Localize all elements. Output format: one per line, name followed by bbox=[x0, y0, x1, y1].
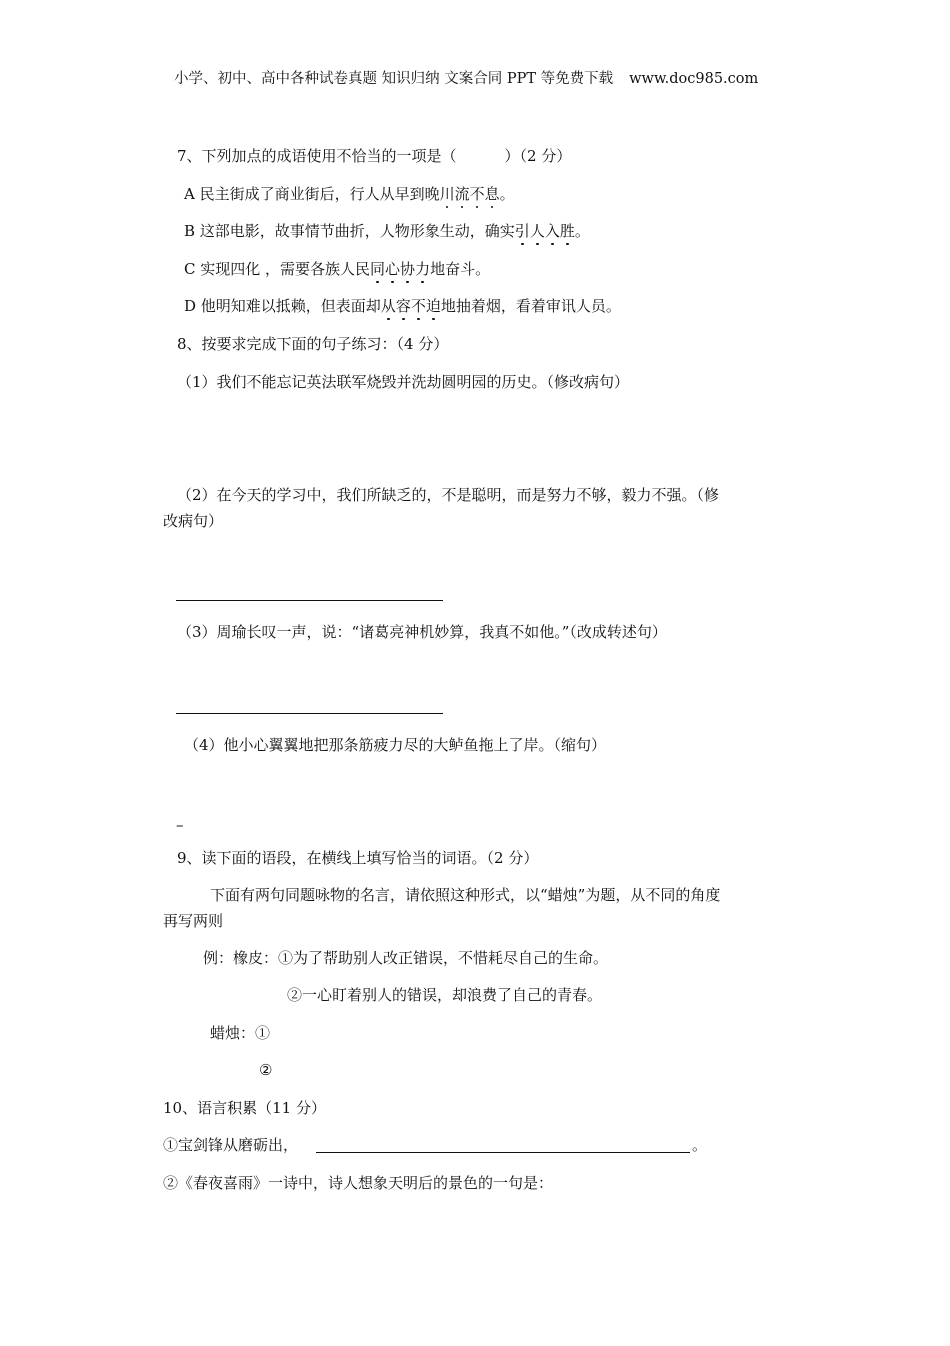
dotted-char: 不 bbox=[410, 297, 426, 315]
q10-item-1 bbox=[163, 1135, 298, 1155]
q7-option-b bbox=[184, 221, 590, 241]
q9-title: 9、读下面的语段，在横线上填写恰当的词语。（2 分） bbox=[177, 849, 539, 867]
q8-answer-line-3[interactable] bbox=[176, 713, 443, 714]
q9-example-2: ②一心盯着别人的错误，却浪费了自己的青春。 bbox=[287, 986, 603, 1004]
option-text-end: 。 bbox=[574, 222, 590, 240]
page-header bbox=[174, 69, 758, 89]
q8-sentence-2-line1: （2）在今天的学习中，我们所缺乏的，不是聪明，而是努力不够，毅力不强。（修 bbox=[177, 486, 720, 504]
dotted-char: 从 bbox=[380, 297, 396, 315]
dotted-char: 力 bbox=[415, 260, 431, 278]
dotted-char: 心 bbox=[385, 260, 401, 278]
q7-points: ）（2 分） bbox=[504, 147, 572, 165]
dotted-char: 胜 bbox=[559, 222, 575, 240]
q9-candle-2: ② bbox=[259, 1061, 273, 1079]
dotted-char: 息 bbox=[484, 185, 500, 203]
dotted-char: 引 bbox=[514, 222, 530, 240]
dotted-char: 入 bbox=[544, 222, 560, 240]
dotted-char: 容 bbox=[395, 297, 411, 315]
q9-candle-1: 蜡烛：① bbox=[210, 1024, 271, 1042]
option-text-end: 地奋斗。 bbox=[430, 260, 491, 278]
dotted-char: 迫 bbox=[425, 297, 441, 315]
q7-stem-text: 7、下列加点的成语使用不恰当的一项是（ bbox=[177, 147, 457, 165]
q10-item-1-answer-line[interactable] bbox=[316, 1152, 690, 1153]
dotted-char: 协 bbox=[400, 260, 416, 278]
q8-sentence-2-line2: 改病句） bbox=[163, 512, 224, 530]
q8-answer-line-2[interactable] bbox=[176, 600, 443, 601]
q9-example-1: 例：橡皮：①为了帮助别人改正错误，不惜耗尽自己的生命。 bbox=[203, 949, 609, 967]
q9-paragraph-line1: 下面有两句同题咏物的名言，请依照这种形式，以“蜡烛”为题，从不同的角度 bbox=[210, 886, 721, 904]
option-text: B 这部电影，故事情节曲折，人物形象生动，确实 bbox=[184, 222, 515, 240]
q10-item-1-text: ①宝剑锋从磨砺出， bbox=[163, 1136, 299, 1154]
q8-answer-dash: – bbox=[176, 816, 184, 834]
dotted-char: 同 bbox=[370, 260, 386, 278]
option-text-end: 地抽着烟，看着审讯人员。 bbox=[440, 297, 621, 315]
header-text: 小学、初中、高中各种试卷真题 知识归纳 文案合同 PPT 等免费下载 bbox=[174, 71, 614, 87]
q7-option-c bbox=[184, 259, 490, 279]
option-text: A 民主街成了商业街后，行人从早到晚 bbox=[184, 185, 440, 203]
q10-item-2: ②《春夜喜雨》一诗中，诗人想象天明后的景色的一句是： bbox=[163, 1174, 554, 1192]
q9-paragraph-line2: 再写两则 bbox=[163, 912, 224, 930]
q7-option-a bbox=[184, 184, 515, 204]
q8-sentence-1: （1）我们不能忘记英法联军烧毁并洗劫圆明园的历史。（修改病句） bbox=[177, 373, 630, 391]
q10-title: 10、语言积累（11 分） bbox=[163, 1099, 326, 1117]
q7-stem bbox=[177, 146, 571, 166]
header-url: www.doc985.com bbox=[629, 71, 759, 87]
option-text-end: 。 bbox=[499, 185, 515, 203]
q7-option-d bbox=[184, 296, 621, 316]
q10-item-1-end: 。 bbox=[692, 1136, 708, 1154]
option-text: C 实现四化 ，需要各族人民 bbox=[184, 260, 371, 278]
q8-sentence-3: （3）周瑜长叹一声，说：“诸葛亮神机妙算，我真不如他。”（改成转述句） bbox=[177, 623, 667, 641]
dotted-char: 不 bbox=[469, 185, 485, 203]
dotted-char: 流 bbox=[454, 185, 470, 203]
option-text: D 他明知难以抵赖，但表面却 bbox=[184, 297, 381, 315]
dotted-char: 川 bbox=[439, 185, 455, 203]
q8-sentence-4: （4）他小心翼翼地把那条筋疲力尽的大鲈鱼拖上了岸。（缩句） bbox=[184, 736, 607, 754]
q8-title: 8、按要求完成下面的句子练习：（4 分） bbox=[177, 335, 449, 353]
dotted-char: 人 bbox=[529, 222, 545, 240]
